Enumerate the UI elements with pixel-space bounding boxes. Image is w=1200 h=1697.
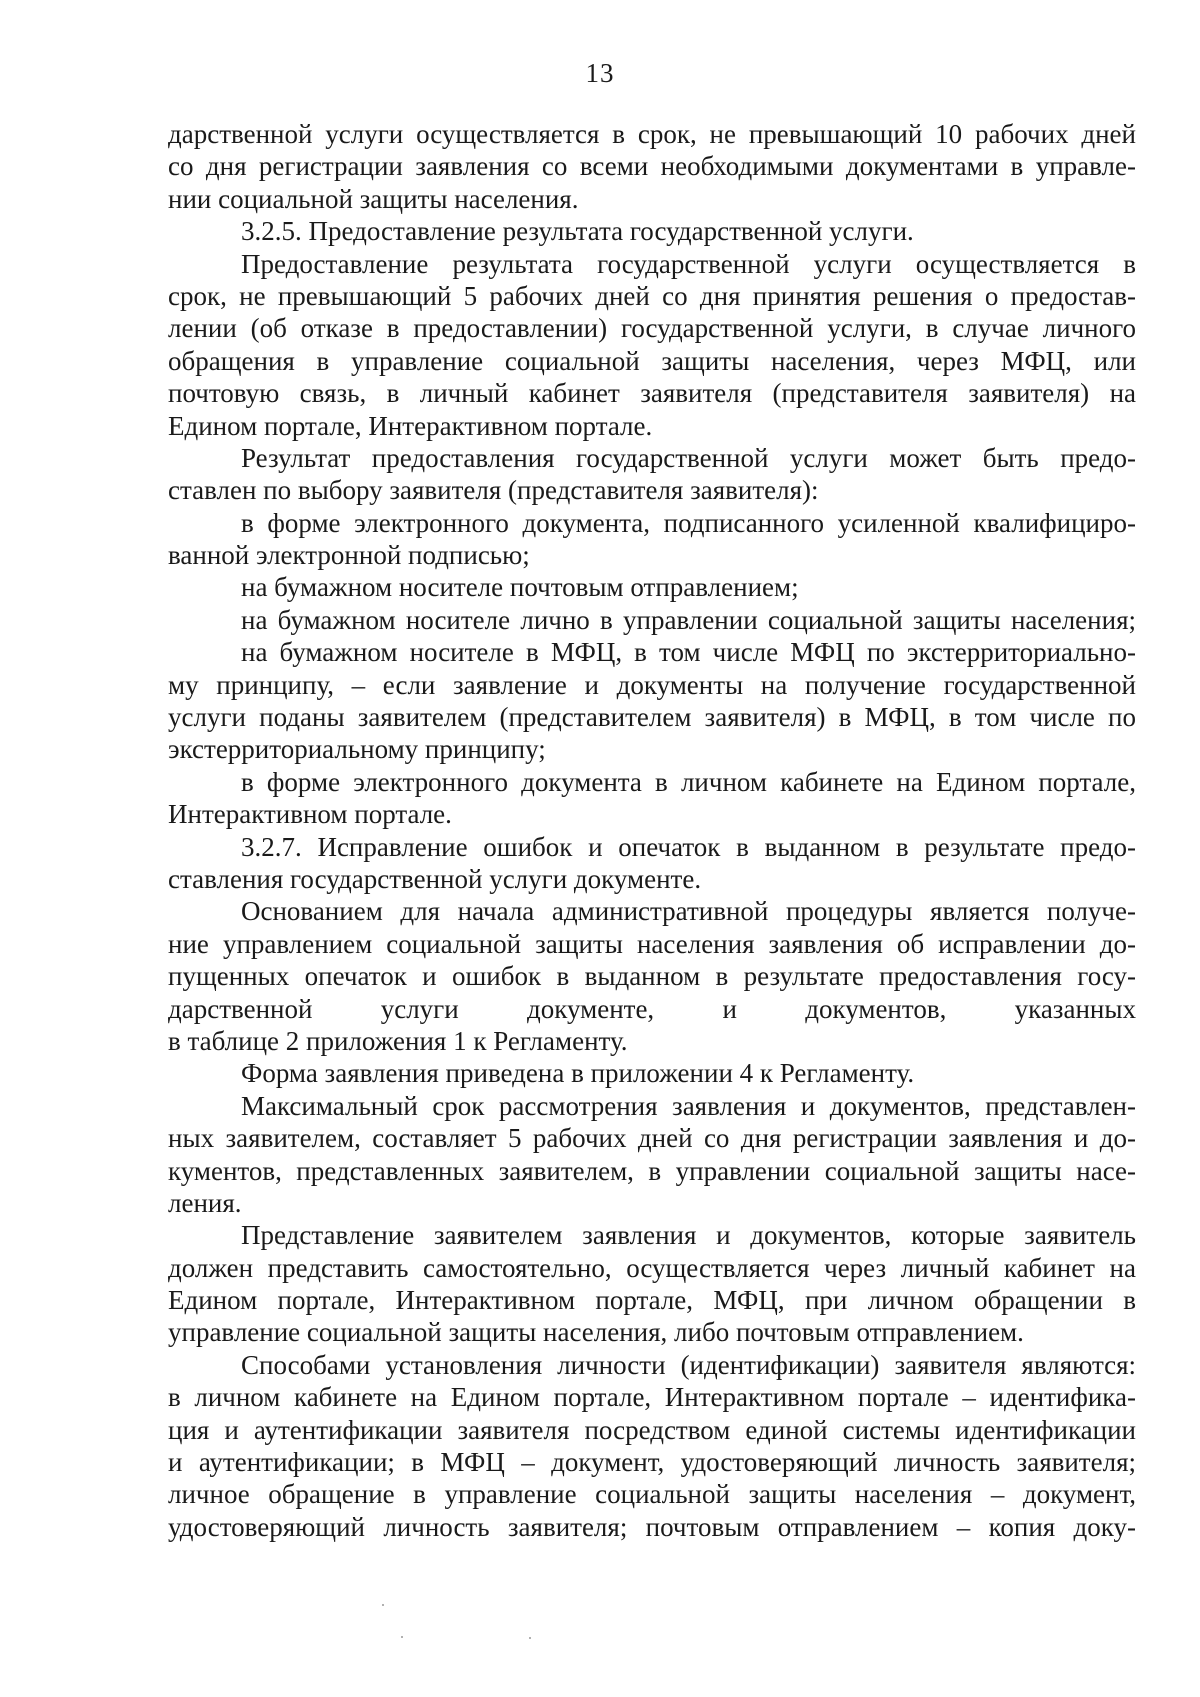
text-line: ция и аутентификации заявителя посредством единой системы идентификации [168, 1414, 1136, 1445]
text-line: личное обращение в управление социальной защиты населения – документ, [168, 1479, 1136, 1510]
list-item: на бумажном носителе в МФЦ, в том числе МФЦ по экстерриториально- [241, 637, 1136, 668]
text-line: кументов, представленных заявителем, в управлении социальной защиты насе- [168, 1155, 1136, 1186]
list-item: в форме электронного документа, подписанного усиленной квалифициро- [241, 507, 1136, 538]
text-line: срок, не превышающий 5 рабочих дней со дня принятия решения о предостав- [168, 280, 1136, 311]
list-item: на бумажном носителе лично в управлении социальной защиты населения; [241, 604, 1136, 635]
text-line: в таблице 2 приложения 1 к Регламенту. [168, 1025, 628, 1056]
section-heading: 3.2.7. Исправление ошибок и опечаток в выданном в результате предо- [241, 831, 1136, 862]
text-line: Представление заявителем заявления и документов, которые заявитель [241, 1220, 1136, 1251]
text-line: ных заявителем, составляет 5 рабочих дней со дня регистрации заявления и до- [168, 1123, 1136, 1154]
text-line: пущенных опечаток и ошибок в выданном в результате предоставления госу- [168, 961, 1136, 992]
text-line: должен представить самостоятельно, осуществляется через личный кабинет на [168, 1252, 1136, 1283]
page-number: 13 [585, 58, 615, 88]
scan-speck [382, 1604, 384, 1606]
text-line: Предоставление результата государственной услуги осуществляется в [241, 248, 1136, 279]
text-line: дарственной услуги документе, и документов, указанных [168, 993, 1136, 1024]
text-line: услуги поданы заявителем (представителем заявителя) в МФЦ, в том числе по [168, 702, 1136, 733]
text-line: нии социальной защиты населения. [168, 183, 579, 214]
section-heading: 3.2.5. Предоставление результата государственной услуги. [241, 216, 914, 247]
text-line: Способами установления личности (идентификации) заявителя являются: [241, 1349, 1136, 1380]
text-line: почтовую связь, в личный кабинет заявителя (представителя заявителя) на [168, 378, 1136, 409]
text-line: Максимальный срок рассмотрения заявления и документов, представлен- [241, 1090, 1136, 1121]
text-line: Результат предоставления государственной услуги может быть предо- [241, 442, 1136, 473]
text-line: ние управлением социальной защиты населения заявления об исправлении до- [168, 928, 1136, 959]
text-line: удостоверяющий личность заявителя; почтовым отправлением – копия доку- [168, 1511, 1136, 1542]
scan-speck [401, 1636, 403, 1638]
text-line: ставлен по выбору заявителя (представителя заявителя): [168, 475, 819, 506]
text-line: дарственной услуги осуществляется в срок, не превышающий 10 рабочих дней [168, 119, 1136, 149]
text-line: со дня регистрации заявления со всеми необходимыми документами в управле- [168, 151, 1136, 182]
text-line: Едином портале, Интерактивном портале. [168, 410, 653, 441]
text-line: Интерактивном портале. [168, 799, 452, 830]
list-item: на бумажном носителе почтовым отправлением; [241, 572, 799, 603]
scan-speck [529, 1637, 531, 1639]
text-line: Едином портале, Интерактивном портале, МФЦ, при личном обращении в [168, 1285, 1136, 1316]
list-item: в форме электронного документа в личном кабинете на Едином портале, [241, 766, 1136, 797]
text-line: обращения в управление социальной защиты населения, через МФЦ, или [168, 345, 1136, 376]
text-line: Форма заявления приведена в приложении 4 к Регламенту. [241, 1058, 915, 1089]
text-line: экстерриториальному принципу; [168, 734, 546, 765]
text-line: и аутентификации; в МФЦ – документ, удостоверяющий личность заявителя; [168, 1447, 1136, 1478]
text-line: ления. [168, 1187, 242, 1218]
text-line: Основанием для начала административной процедуры является получе- [241, 896, 1136, 927]
text-line: ставления государственной услуги документе. [168, 863, 702, 894]
text-line: в личном кабинете на Едином портале, Интерактивном портале – идентифика- [168, 1382, 1136, 1413]
document-body [168, 118, 1136, 1543]
text-line: лении (об отказе в предоставлении) государственной услуги, в случае личного [168, 313, 1136, 344]
text-line: ванной электронной подписью; [168, 540, 530, 571]
text-line: управление социальной защиты населения, либо почтовым отправлением. [168, 1317, 1024, 1348]
text-line: му принципу, – если заявление и документы на получение государственной [168, 669, 1136, 700]
